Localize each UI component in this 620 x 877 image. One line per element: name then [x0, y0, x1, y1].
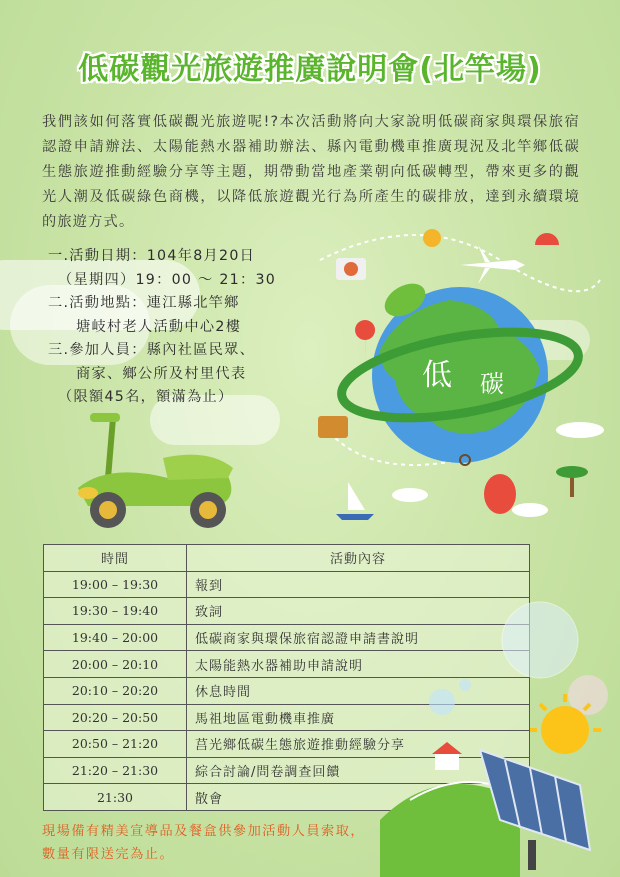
footer-note	[42, 820, 442, 866]
row-time: 20:00 – 20:10	[44, 651, 187, 678]
globe-char-2: 碳	[480, 370, 504, 398]
scooter-illustration	[68, 408, 248, 533]
footer-line-2: 數量有限送完為止。	[42, 847, 175, 862]
intro-paragraph: 我們該如何落實低碳觀光旅遊呢!?本次活動將向大家說明低碳商家與環保旅宿認證申請辦法、太陽能熱水器補助辦法、縣內電動機車推廣現況及北竿鄉低碳生態旅遊推動經驗分享等主題，期帶動當地產業朝向低碳轉型，帶來更多的觀光人潮及低碳綠色商機，以降低旅遊觀光行為所產生的碳排放，達到永續環境的旅遊方式。	[42, 114, 580, 230]
event-location-detail: 塘岐村老人活動中心2樓	[76, 318, 242, 335]
row-activity: 太陽能熱水器補助申請說明	[187, 651, 530, 678]
row-activity: 致詞	[187, 598, 530, 625]
event-date: 一.活動日期：104年8月20日	[48, 248, 256, 264]
row-activity: 低碳商家與環保旅宿認證申請書說明	[187, 624, 530, 651]
row-activity: 散會	[187, 784, 530, 811]
row-activity: 馬祖地區電動機車推廣	[187, 704, 530, 731]
globe-illustration	[300, 220, 620, 530]
row-time: 20:20 – 20:50	[44, 704, 187, 731]
row-activity: 莒光鄉低碳生態旅遊推動經驗分享	[187, 731, 530, 758]
row-time: 19:30 – 19:40	[44, 598, 187, 625]
table-row	[44, 571, 530, 598]
event-participants-detail: 商家、鄉公所及村里代表	[76, 365, 247, 382]
row-time: 21:30	[44, 784, 187, 811]
row-time: 21:20 – 21:30	[44, 757, 187, 784]
event-participants: 三.參加人員：縣內社區民眾、	[48, 342, 256, 358]
footer-line-1: 現場備有精美宣導品及餐盒供參加活動人員索取，	[42, 824, 366, 839]
event-location: 二.活動地點：連江縣北竿鄉	[48, 295, 240, 311]
table-header-row	[44, 545, 530, 572]
row-activity: 休息時間	[187, 677, 530, 704]
event-quota: （限額45名，額滿為止）	[58, 389, 234, 405]
row-activity: 綜合討論/問卷調查回饋	[187, 757, 530, 784]
header-activity: 活動內容	[187, 545, 530, 572]
row-time: 19:00 – 19:30	[44, 571, 187, 598]
row-time: 20:50 – 21:20	[44, 731, 187, 758]
globe-char-1: 低	[422, 358, 452, 393]
row-time: 19:40 – 20:00	[44, 624, 187, 651]
event-time: （星期四）19：00 ～ 21：30	[58, 271, 277, 288]
row-time: 20:10 – 20:20	[44, 677, 187, 704]
header-time: 時間	[44, 545, 187, 572]
event-info	[48, 245, 308, 410]
page-title: 低碳觀光旅遊推廣說明會(北竿場)	[78, 52, 542, 87]
row-activity: 報到	[187, 571, 530, 598]
